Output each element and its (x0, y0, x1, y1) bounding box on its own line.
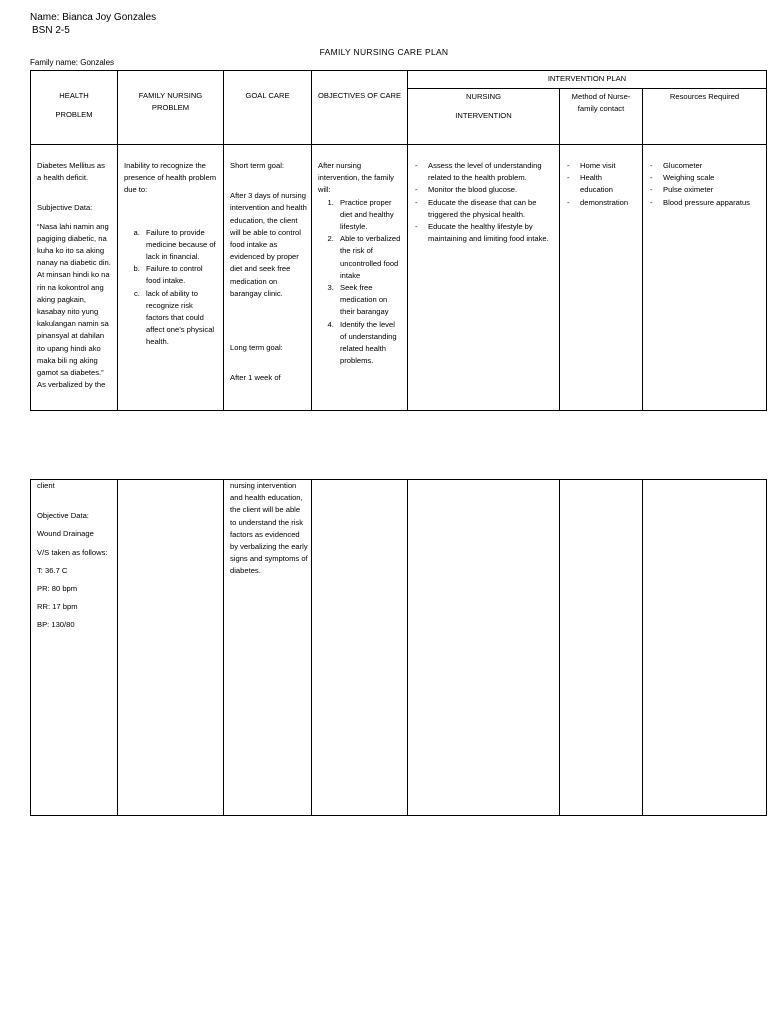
list-item: - demonstration (564, 197, 636, 209)
health-deficit: Diabetes Mellitus as a health deficit. (37, 161, 105, 183)
list-item: - Pulse oximeter (647, 184, 760, 196)
short-term-goal: After 3 days of nursing intervention and health education, the client will be able to control food intake as evidenced by proper diet and seek free medication on barangay clinic. (230, 191, 307, 298)
list-item: 2. Able to verbalized the risk of uncontrolled food intake (336, 233, 401, 282)
list-item: 3. Seek free medication on their barangay (336, 282, 401, 319)
respiratory-rate: RR: 17 bpm (37, 602, 78, 612)
objectives-continued-cell (312, 480, 408, 816)
list-item: - Health education (564, 172, 636, 196)
vital-signs-label: V/S taken as follows: (37, 547, 108, 557)
list-item: - Home visit (564, 160, 636, 172)
family-problem-list (124, 227, 217, 349)
header-resources: Resources Required (643, 89, 767, 145)
health-problem-continued-cell (31, 480, 118, 816)
pulse-rate: PR: 80 bpm (37, 584, 78, 594)
resources-continued-cell (643, 480, 767, 816)
care-plan-table-continued (30, 479, 767, 816)
family-name: Family name: Gonzales (30, 58, 115, 67)
goal-care-cell (224, 145, 312, 411)
list-item: 1. Practice proper diet and healthy lifestyle. (336, 197, 401, 234)
header-intervention-plan: INTERVENTION PLAN (408, 71, 767, 89)
subjective-label: Subjective Data: (37, 203, 93, 213)
list-item: a. Failure to provide medicine because of lack in financial. (142, 227, 217, 264)
objective-label: Objective Data: (37, 511, 89, 521)
intervention-continued-cell (408, 480, 560, 816)
list-item: - Monitor the blood glucose. (412, 184, 553, 196)
student-name: Name: Bianca Joy Gonzales (30, 12, 157, 23)
list-item: 4. Identify the level of understanding related health problems. (336, 319, 401, 368)
list-item: - Assess the level of understanding related to the health problem. (412, 160, 553, 184)
list-item: b. Failure to control food intake. (142, 263, 217, 287)
long-term-goal-continued: nursing intervention and health education, the client will be able to understand the risk factors as evidenced by verbalizing the early signs and symptoms of diabetes. (230, 481, 308, 576)
header-objectives: OBJECTIVES OF CARE (312, 71, 408, 145)
page-title: FAMILY NURSING CARE PLAN (319, 47, 449, 57)
student-section: BSN 2-5 (32, 25, 70, 36)
care-plan-table (30, 70, 767, 411)
list-item: - Educate the healthy lifestyle by maintaining and limiting food intake. (412, 221, 553, 245)
header-method: Method of Nurse- family contact (560, 89, 643, 145)
resources-list (647, 160, 760, 209)
temperature: T: 36.7 C (37, 565, 68, 575)
client-text: client (37, 481, 55, 490)
objectives-list (318, 197, 401, 368)
list-item: - Glucometer (647, 160, 760, 172)
list-item: - Educate the disease that can be triggered the physical health. (412, 197, 553, 221)
goal-care-continued-cell (224, 480, 312, 816)
family-problem-intro: Inability to recognize the presence of health problem due to: (124, 161, 217, 195)
subjective-quote: “Nasa lahi namin ang pagiging diabetic, na kuha ko ito sa aking nanay na diabetic din. At minsan hindi ko na rin na kokontrol ang aking pagkain, kasabay nito yung kakulangan namin sa pinansyal at dahilan ito upang hindi ako maka bili ng aking gamot sa diabetes.” As verbalized by the (37, 221, 111, 390)
family-problem-continued-cell (118, 480, 224, 816)
header-health-problem: HEALTH PROBLEM (31, 71, 118, 145)
objectives-cell (312, 145, 408, 411)
objectives-intro: After nursing intervention, the family will: (318, 161, 394, 195)
header-family-nursing-problem: FAMILY NURSING PROBLEM (118, 71, 224, 145)
intervention-list (412, 160, 553, 245)
list-item: c. lack of ability to recognize risk factors that could affect one’s physical health. (142, 288, 217, 349)
nursing-intervention-cell (408, 145, 560, 411)
resources-cell (643, 145, 767, 411)
method-list (564, 160, 636, 209)
list-item: - Blood pressure apparatus (647, 197, 760, 209)
family-problem-cell (118, 145, 224, 411)
short-term-label: Short term goal: (230, 161, 285, 170)
list-item: - Weighing scale (647, 172, 760, 184)
method-continued-cell (560, 480, 643, 816)
header-nursing-intervention: NURSING INTERVENTION (408, 89, 560, 145)
method-cell (560, 145, 643, 411)
wound-drainage: Wound Drainage (37, 529, 94, 539)
long-term-label: Long term goal: (230, 343, 283, 353)
header-goal-care: GOAL CARE (224, 71, 312, 145)
blood-pressure: BP: 130/80 (37, 620, 75, 630)
health-problem-cell (31, 145, 118, 411)
long-term-goal: After 1 week of (230, 373, 281, 383)
